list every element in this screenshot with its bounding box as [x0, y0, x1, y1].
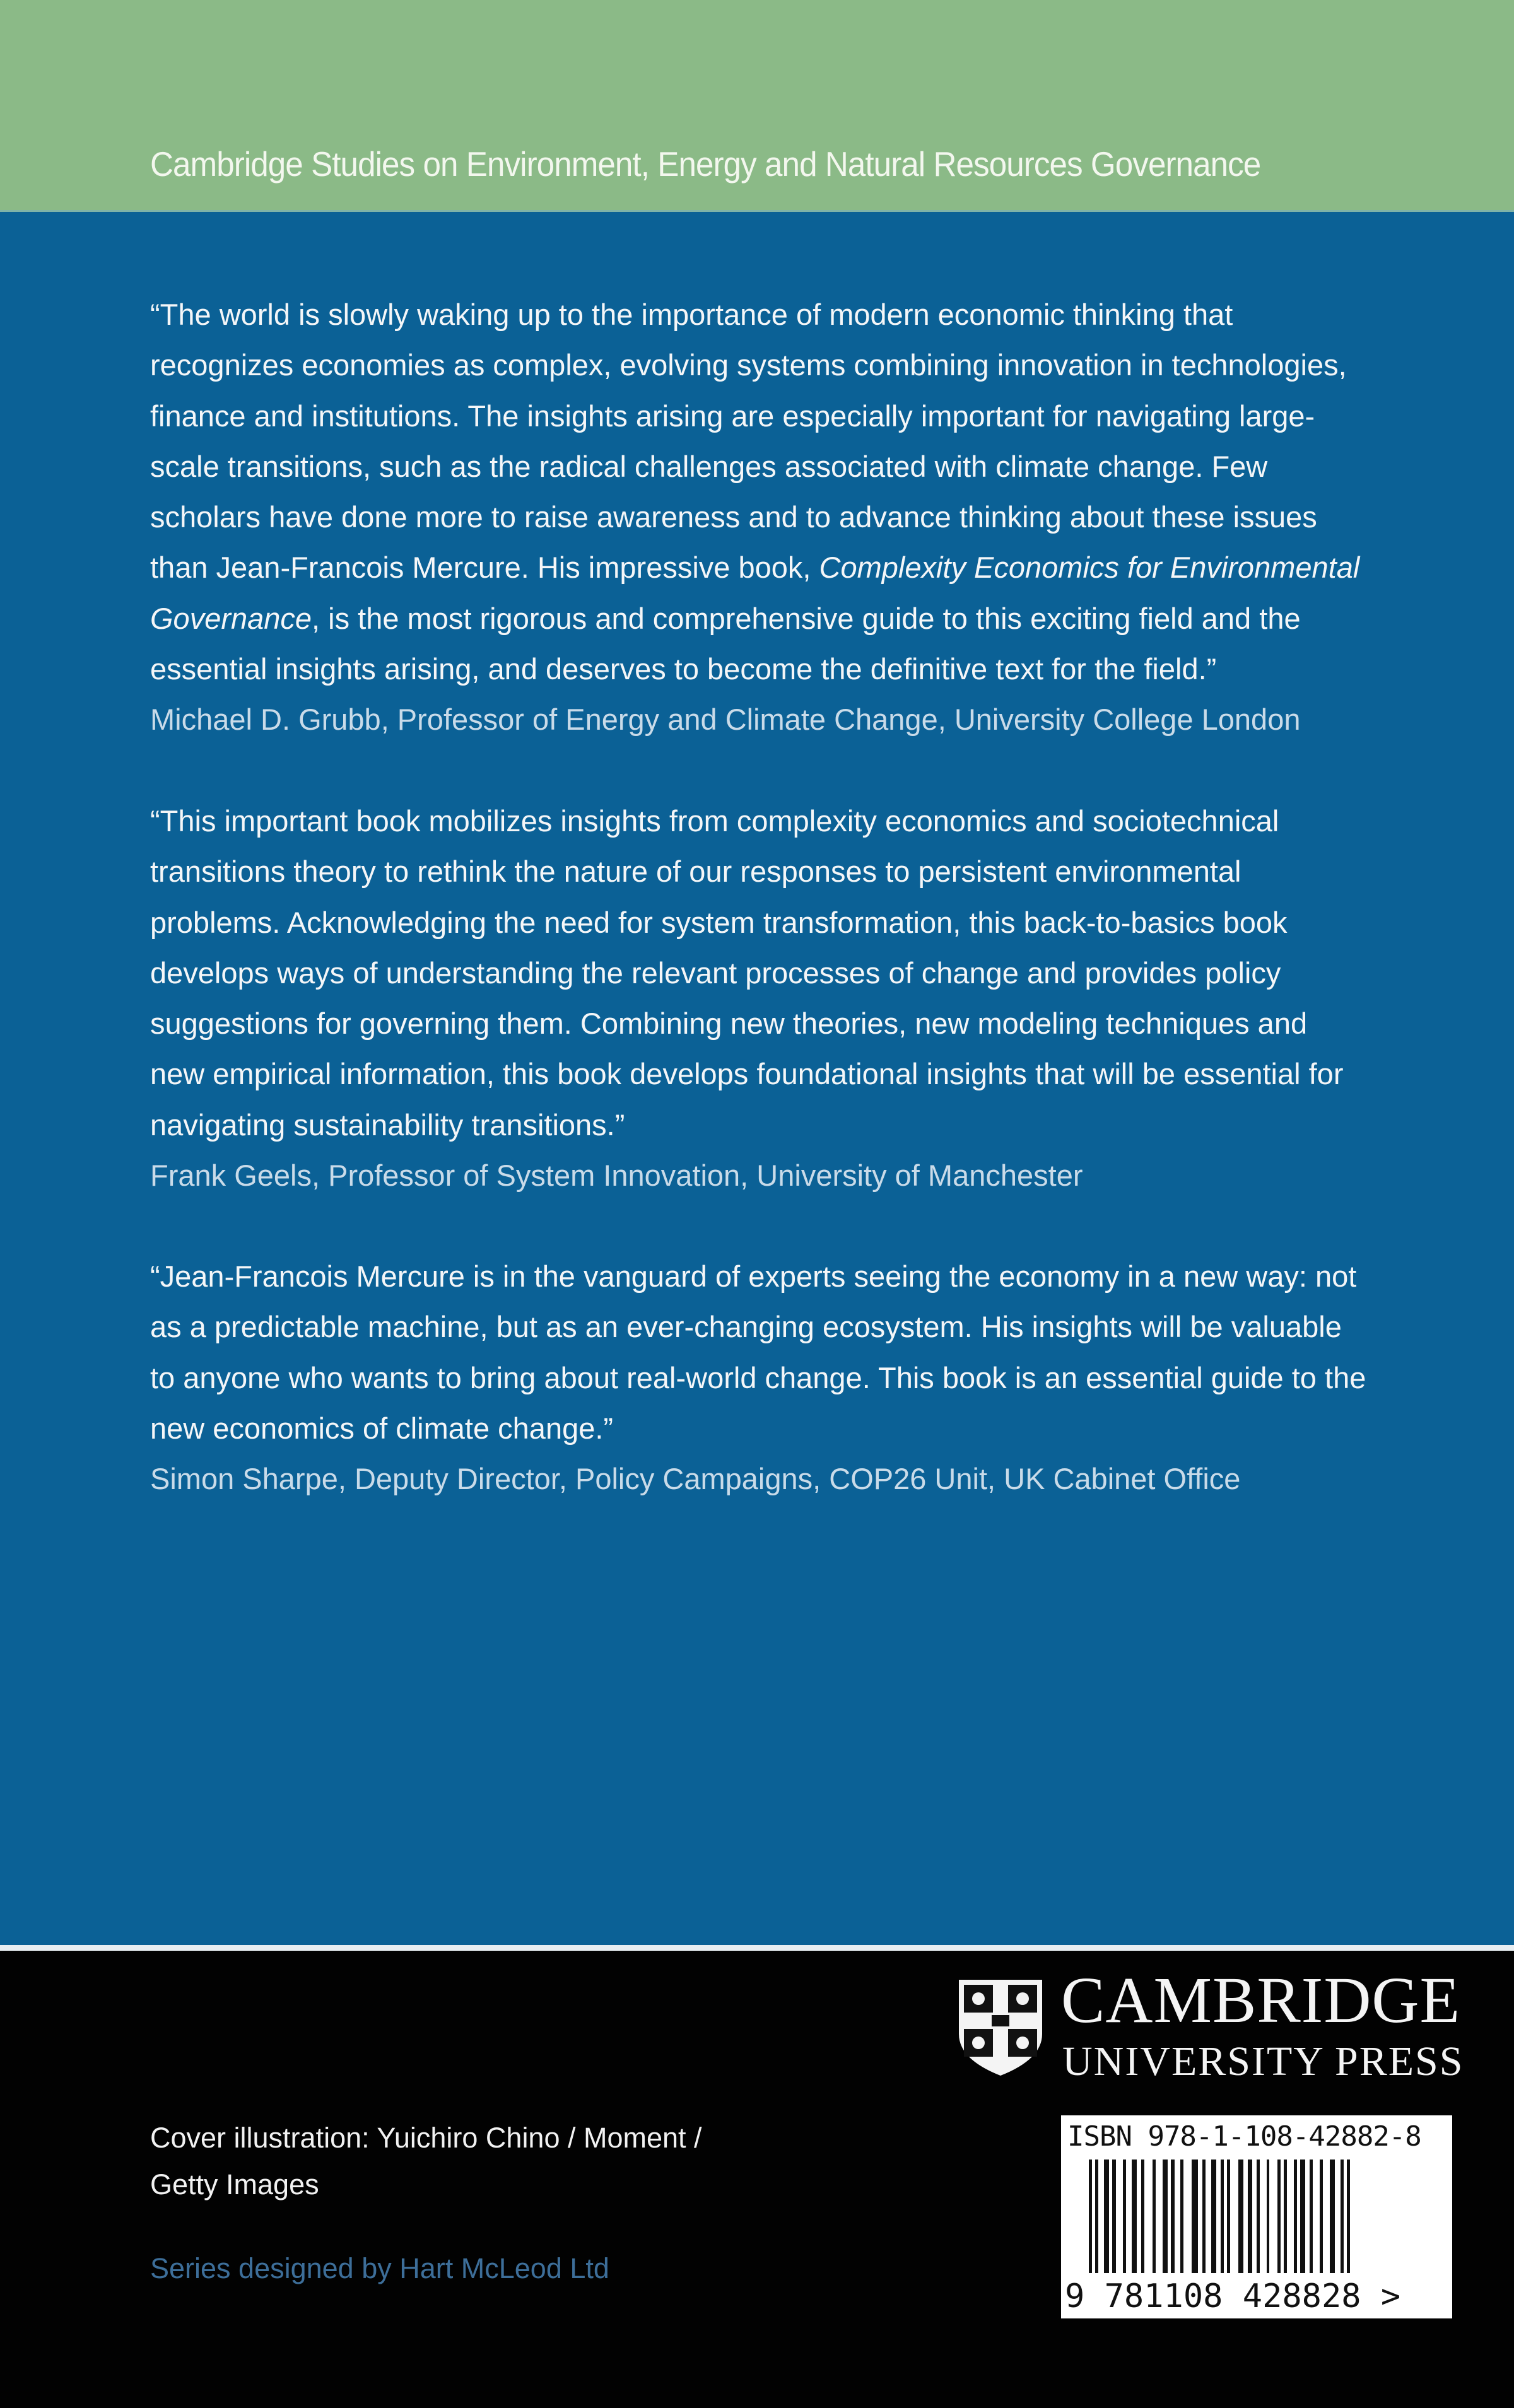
barcode-bar: [1300, 2160, 1305, 2273]
endorsement-2: [150, 796, 1450, 1201]
quote-text: finance and institutions. The insights arising are especially important for navigating large-: [150, 399, 1315, 433]
barcode-bar: [1095, 2160, 1098, 2273]
quote-text: scale transitions, such as the radical challenges associated with climate change. Few: [150, 449, 1268, 483]
barcode-bar: [1104, 2160, 1109, 2273]
barcode-bar: [1320, 2160, 1323, 2273]
quote-line: [150, 1100, 1450, 1150]
quote-line: [150, 644, 1450, 694]
barcode-bar: [1141, 2160, 1144, 2273]
barcode-bar: [1202, 2160, 1206, 2273]
quote-line: [150, 1403, 1450, 1454]
quote-line: [150, 593, 1450, 644]
quote-text: “Jean-Francois Mercure is in the vanguard of experts seeing the economy in a new way: not: [150, 1260, 1357, 1293]
quote-line: [150, 391, 1450, 441]
barcode-bar: [1221, 2160, 1224, 2273]
quote-text: “This important book mobilizes insights from complexity economics and sociotechnical: [150, 804, 1279, 838]
quote-text: transitions theory to rethink the nature of our responses to persistent environmental: [150, 855, 1241, 889]
series-designer: Series designed by Hart McLeod Ltd: [150, 2252, 609, 2284]
barcode-bar: [1310, 2160, 1313, 2273]
barcode-bar: [1277, 2160, 1281, 2273]
quote-text: to anyone who wants to bring about real-world change. This book is an essential guide to the: [150, 1360, 1366, 1394]
barcode-bar: [1227, 2160, 1230, 2273]
quote-text: as a predictable machine, but as an ever-changing ecosystem. His insights will be valuable: [150, 1310, 1342, 1344]
quote-text: problems. Acknowledging the need for system transformation, this back-to-basics book: [150, 905, 1288, 939]
quote-text: scholars have done more to raise awareness and to advance thinking about these issues: [150, 500, 1317, 534]
quote-line: [150, 289, 1450, 340]
quote-text: new empirical information, this book develops foundational insights that will be essential for: [150, 1057, 1344, 1091]
barcode-bar: [1132, 2160, 1137, 2273]
book-title-italic: Governance: [150, 601, 312, 635]
barcode-bar: [1267, 2160, 1269, 2273]
quote-line: [150, 846, 1450, 897]
quote-attribution: Michael D. Grubb, Professor of Energy and Climate Change, University College London: [150, 703, 1301, 737]
series-title: Cambridge Studies on Environment, Energy and Natural Resources Governance: [150, 144, 1261, 184]
quote-attribution: Frank Geels, Professor of System Innovation, University of Manchester: [150, 1159, 1083, 1193]
barcode-bar: [1211, 2160, 1216, 2273]
quote-line: [150, 492, 1450, 542]
quote-line: [150, 1049, 1450, 1099]
quote-line: [150, 1353, 1450, 1403]
quote-text: essential insights arising, and deserves to become the definitive text for the field.”: [150, 652, 1217, 686]
isbn-text: ISBN 978-1-108-42882-8: [1067, 2120, 1421, 2153]
barcode-bar: [1163, 2160, 1168, 2273]
barcode-bar: [1341, 2160, 1344, 2273]
quote-text: new economics of climate change.”: [150, 1411, 614, 1445]
quote-line: [150, 796, 1450, 846]
barcode-bar: [1238, 2160, 1243, 2273]
quote-text: , is the most rigorous and comprehensive guide to this exciting field and the: [312, 601, 1301, 635]
ean-digits: 9 781108 428828 >: [1065, 2277, 1401, 2315]
barcode-bar: [1171, 2160, 1175, 2273]
quote-text: navigating sustainability transitions.”: [150, 1108, 625, 1142]
series-header: [0, 0, 1514, 212]
quote-text: develops ways of understanding the relevant processes of change and provides policy: [150, 956, 1281, 990]
quote-line: [150, 998, 1450, 1049]
quote-text: recognizes economies as complex, evolving systems combining innovation in technologies,: [150, 348, 1347, 382]
barcode-bar: [1347, 2160, 1350, 2273]
publisher-subtitle: UNIVERSITY PRESS: [1062, 2038, 1464, 2084]
university-shield-icon: [956, 1977, 1045, 2077]
barcode-bar: [1153, 2160, 1156, 2273]
barcode-bar: [1294, 2160, 1297, 2273]
endorsement-1: [150, 289, 1450, 745]
barcode-bar: [1257, 2160, 1260, 2273]
barcode-bar: [1248, 2160, 1252, 2273]
barcode-bar: [1123, 2160, 1126, 2273]
quote-attribution: Simon Sharpe, Deputy Director, Policy Campaigns, COP26 Unit, UK Cabinet Office: [150, 1462, 1241, 1496]
book-title-italic: Complexity Economics for Environmental: [819, 551, 1360, 585]
quote-text: suggestions for governing them. Combining new theories, new modeling techniques and: [150, 1007, 1308, 1041]
quote-line: [150, 340, 1450, 390]
quote-text: than Jean-Francois Mercure. His impressive book,: [150, 551, 819, 585]
quote-line: [150, 897, 1450, 948]
divider: [0, 1945, 1514, 1951]
cover-credit-line-2: Getty Images: [150, 2168, 319, 2201]
barcode-bar: [1089, 2160, 1092, 2273]
quote-line: [150, 1302, 1450, 1352]
quote-text: “The world is slowly waking up to the importance of modern economic thinking that: [150, 298, 1233, 331]
endorsement-3: [150, 1251, 1450, 1504]
barcode-bar: [1330, 2160, 1335, 2273]
barcode-bar: [1112, 2160, 1116, 2273]
barcode-bar: [1284, 2160, 1287, 2273]
barcode-bar: [1180, 2160, 1183, 2273]
quote-line: [150, 1251, 1450, 1302]
barcode-bar: [1192, 2160, 1198, 2273]
quote-line: [150, 948, 1450, 998]
cover-credit-line-1: Cover illustration: Yuichiro Chino / Moment /: [150, 2122, 702, 2154]
isbn-barcode: [1061, 2115, 1452, 2318]
quote-line: [150, 441, 1450, 492]
publisher-name: CAMBRIDGE: [1061, 1964, 1461, 2037]
quote-line: [150, 542, 1450, 593]
